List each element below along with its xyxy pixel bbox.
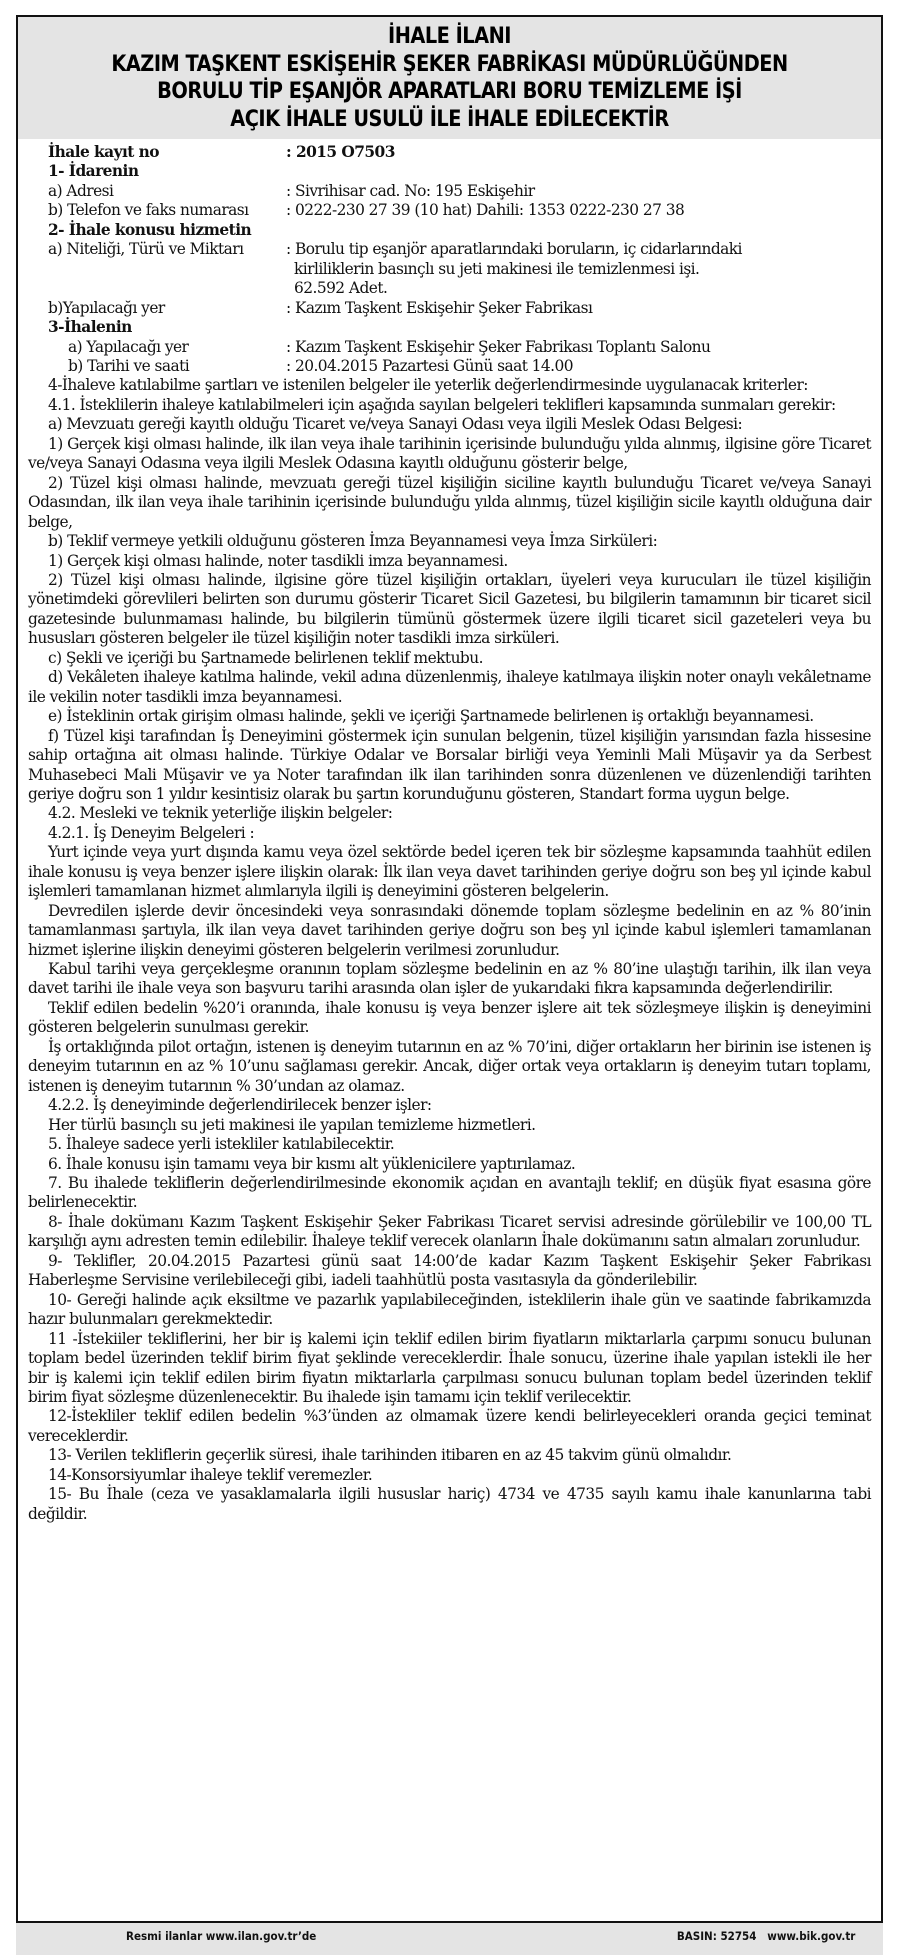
- paragraph: Kabul tarihi veya gerçekleşme oranının toplam sözleşme bedelinin en az % 80’ine ulaştığı tarihin, ilk ilan veya davet tarihi ile ihale veya son başvuru tarihi arasında olan işler de yukarıdaki fıkra kapsamında değerlendirilir.: [28, 960, 871, 998]
- nature-label: a) Niteliği, Türü ve Miktarı: [48, 240, 244, 259]
- registration-label: İhale kayıt no: [48, 143, 160, 161]
- notice-body: [18, 139, 881, 1524]
- footer-press-code: BASIN: 52754 www.bik.gov.tr: [676, 1929, 855, 1943]
- tender-date-value: : 20.04.2015 Pazartesi Günü saat 14.00: [286, 356, 573, 375]
- phone-value: : 0222-230 27 39 (10 hat) Dahili: 1353 0222-230 27 38: [286, 201, 685, 220]
- nature-value-line-1: : Borulu tip eşanjör aparatlarındaki boruların, iç cidarlarındaki: [286, 240, 742, 259]
- tender-place-row: [28, 338, 871, 357]
- address-value: : Sivrihisar cad. No: 195 Eskişehir: [286, 181, 535, 200]
- paragraph: 2) Tüzel kişi olması halinde, mevzuatı gereği tüzel kişiliğin siciline kayıtlı bulunduğu Ticaret ve/veya Sanayi Odasından, ilk ilan veya ihale tarihinin içerisinde bulunduğu yılda alınmış, tüzel kişiliğin sicile kayıtlı olduğuna dair belge,: [28, 473, 871, 531]
- paragraph: Yurt içinde veya yurt dışında kamu veya özel sektörde bedel içeren tek bir sözleşme kapsamında taahhüt edilen ihale konusu iş veya benzer işlere ilişkin olarak: İlk ilan veya davet tarihinden geriye doğru son beş yıl içinde kabul işlemleri tamamlanan hizmet alımlarıyla ilgili iş deneyimini gösteren belgelerin.: [28, 843, 871, 901]
- paragraph: Teklif edilen bedelin %20’i oranında, ihale konusu iş veya benzer işlere ait tek sözleşmeye ilişkin iş deneyimini gösteren belgelerin sunulması gerekir.: [28, 998, 871, 1037]
- tender-place-label: a) Yapılacağı yer: [68, 337, 189, 356]
- paragraph: 4.1. İsteklilerin ihaleye katılabilmeleri için aşağıda sayılan belgeleri teklifleri kapsamında sunmaları gerekir:: [48, 395, 836, 414]
- paragraph: Her türlü basınçlı su jeti makinesi ile yapılan temizleme hizmetleri.: [48, 1115, 536, 1134]
- tender-date-row: [28, 357, 871, 376]
- registration-row: [28, 143, 871, 162]
- paragraph: a) Mevzuatı gereği kayıtlı olduğu Ticaret ve/veya Sanayi Odası veya ilgili Meslek Odası Belgesi:: [48, 415, 743, 434]
- paragraph: 14-Konsorsiyumlar ihaleye teklif veremezler.: [48, 1465, 373, 1484]
- nature-value-line-2: kirliliklerin basınçlı su jeti makinesi ile temizlenmesi işi.: [294, 259, 700, 278]
- issuer-line: KAZIM TAŞKENT ESKİŞEHİR ŞEKER FABRİKASI MÜDÜRLÜĞÜNDEN: [111, 50, 788, 77]
- paragraph: 6. İhale konusu işin tamamı veya bir kısmı alt yüklenicilere yaptırılamaz.: [48, 1154, 576, 1173]
- notice-title: İHALE İLANI: [388, 23, 511, 49]
- tender-place-value: : Kazım Taşkent Eskişehir Şeker Fabrikası Toplantı Salonu: [286, 337, 711, 356]
- address-row: [28, 182, 871, 201]
- paragraph: 1) Gerçek kişi olması halinde, noter tasdikli imza beyannamesi.: [48, 551, 508, 570]
- location-label: b)Yapılacağı yer: [48, 298, 165, 317]
- footer-official-ads: Resmi ilanlar www.ilan.gov.tr’de: [126, 1929, 317, 1943]
- address-label: a) Adresi: [48, 181, 114, 200]
- section-3-heading: 3-İhalenin: [48, 318, 132, 337]
- tender-notice: [16, 15, 883, 1923]
- paragraph: c) Şekli ve içeriği bu Şartnamede belirlenen teklif mektubu.: [48, 648, 483, 667]
- paragraph: 5. İhaleye sadece yerli istekliler katılabilecektir.: [48, 1135, 395, 1154]
- paragraph: 4.2.1. İş Deneyim Belgeleri :: [48, 823, 255, 842]
- location-value: : Kazım Taşkent Eskişehir Şeker Fabrikası: [286, 298, 593, 317]
- paragraph: 9- Teklifler, 20.04.2015 Pazartesi günü saat 14:00’de kadar Kazım Taşkent Eskişehir Şeker Fabrikası Haberleşme Servisine verilebileceği gibi, iadeli taahhütlü posta vasıtasıyla da gönderilebilir.: [28, 1251, 871, 1290]
- paragraph: 7. Bu ihalede tekliflerin değerlendirilmesinde ekonomik açıdan en avantajlı teklif; en düşük fiyat esasına göre belirlenecektir.: [28, 1174, 871, 1212]
- notice-paragraphs: [28, 376, 871, 1524]
- section-1-heading: 1- İdarenin: [48, 162, 139, 181]
- paragraph: 13- Verilen tekliflerin geçerlik süresi, ihale tarihinden itibaren en az 45 takvim günü olmalıdır.: [48, 1446, 732, 1465]
- nature-value-line-3: 62.592 Adet.: [294, 279, 388, 298]
- paragraph: 4.2. Mesleki ve teknik yeterliğe ilişkin belgeler:: [48, 804, 393, 823]
- paragraph: 12-İstekliler teklif edilen bedelin %3’ünden az olmamak üzere kendi belirleyecekleri oranda geçici teminat vereceklerdir.: [28, 1407, 871, 1445]
- paragraph: 4-İhaleve katılabilme şartları ve istenilen belgeler ile yeterlik değerlendirmesinde uygulanacak kriterler:: [48, 376, 808, 395]
- section-2-heading: 2- İhale konusu hizmetin: [48, 220, 252, 239]
- paragraph: b) Teklif vermeye yetkili olduğunu gösteren İmza Beyannamesi veya İmza Sirküleri:: [48, 532, 658, 551]
- paragraph: d) Vekâleten ihaleye katılma halinde, vekil adına düzenlenmiş, ihaleye katılmaya ilişkin noter onaylı vekâletname ile vekilin noter tasdikli imza beyannamesi.: [28, 668, 871, 706]
- paragraph: 8- İhale dokümanı Kazım Taşkent Eskişehir Şeker Fabrikası Ticaret servisi adresinde görülebilir ve 100,00 TL karşılığı aynı adresten temin edilebilir. İhaleye teklif verecek olanların İhale dokümanını satın almaları zorunludur.: [28, 1212, 871, 1251]
- method-line: AÇIK İHALE USULÜ İLE İHALE EDİLECEKTİR: [230, 105, 669, 132]
- paragraph: Devredilen işlerde devir öncesindeki veya sonrasındaki dönemde toplam sözleşme bedelinin en az % 80’inin tamamlanması şartıyla, ilk ilan veya davet tarihinden geriye doğru son beş yıl içinde kabul işlemleri tamamlanan hizmet işlerine ilişkin deneyimi gösteren belgelerin verilmesi zorunludur.: [28, 901, 871, 959]
- subject-line: BORULU TİP EŞANJÖR APARATLARI BORU TEMİZLEME İŞİ: [157, 78, 742, 104]
- registration-value: : 2015 O7503: [286, 143, 395, 161]
- nature-value: [286, 240, 871, 298]
- footer-bar: [16, 1923, 883, 1955]
- location-row: [28, 299, 871, 318]
- paragraph: 4.2.2. İş deneyiminde değerlendirilecek benzer işler:: [48, 1096, 432, 1115]
- paragraph: f) Tüzel kişi tarafından İş Deneyimini göstermek için sunulan belgenin, tüzel kişiliğin yarısından fazla hissesine sahip ortağına ait olması halinde. Türkiye Odalar ve Borsalar birliği veya Yeminli Mali Müşavir ya da Serbest Muhasebeci Mali Müşavir ve ya Noter tarafından ilk ilan tarihinden sonra düzenlenen ve düzenlendiği tarihten geriye doğru son 1 yıldır kesintisiz olarak bu şartın korunduğunu gösteren, Standart forma uygun belge.: [28, 726, 871, 803]
- paragraph: e) İsteklinin ortak girişim olması halinde, şekli ve içeriği Şartnamede belirlenen iş ortaklığı beyannamesi.: [48, 707, 814, 726]
- paragraph: 15- Bu İhale (ceza ve yasaklamalarla ilgili hususlar hariç) 4734 ve 4735 sayılı kamu ihale kanunlarına tabi değildir.: [28, 1485, 871, 1523]
- paragraph: 11 -İstekiiler tekliflerini, her bir iş kalemi için teklif edilen birim fiyatların miktarlarla çarpımı sonucu bulunan toplam bedel üzerinden teklif birim fiyat şeklinde vereceklerdir. İhale sonucu, üzerine ihale yapılan istekli ile her bir iş kalemi için teklif edilen birim fiyatın miktarlarla çarpılması sonucu bulunan toplam bedel üzerinden teklif birim fiyat sözleşme düzenlenecektir. Bu ihalede işin tamamı için teklif verilecektir.: [28, 1329, 871, 1406]
- notice-header: [18, 17, 881, 139]
- phone-label: b) Telefon ve faks numarası: [48, 201, 249, 220]
- paragraph: İş ortaklığında pilot ortağın, istenen iş deneyim tutarının en az % 70’ini, diğer ortakların her birinin ise istenen iş deneyim tutarının en az % 10’unu sağlaması gerekir. Ancak, diğer ortak veya ortakların iş deneyim tutarı toplamı, istenen iş deneyim tutarının % 30’undan az olamaz.: [28, 1037, 871, 1095]
- paragraph: 1) Gerçek kişi olması halinde, ilk ilan veya ihale tarihinin içerisinde bulunduğu yılda alınmış, ilgisine göre Ticaret ve/veya Sanayi Odasına veya ilgili Meslek Odasına kayıtlı olduğunu gösterir belge,: [28, 434, 871, 473]
- tender-date-label: b) Tarihi ve saati: [68, 356, 190, 375]
- nature-row: [28, 240, 871, 298]
- phone-row: [28, 201, 871, 220]
- paragraph: 2) Tüzel kişi olması halinde, ilgisine göre tüzel kişiliğin ortakları, üyeleri veya kurucuları ile tüzel kişiliğin yönetimdeki görevlileri belirten son durumu gösterir Ticaret Sicil Gazetesi, bu bilgilerin tamamının bir ticaret sicil gazetesinde bulunmaması halinde, bu bilgilerin tümünü göstermek üzere ilgili ticaret sicil gazeteleri veya bu hususları gösteren belgeler ile tüzel kişiliğin noter tasdikli imza sirküleri.: [28, 570, 871, 648]
- paragraph: 10- Gereği halinde açık eksiltme ve pazarlık yapılabileceğinden, isteklilerin ihale gün ve saatinde fabrikamızda hazır bulunmaları gerekmektedir.: [28, 1290, 871, 1329]
